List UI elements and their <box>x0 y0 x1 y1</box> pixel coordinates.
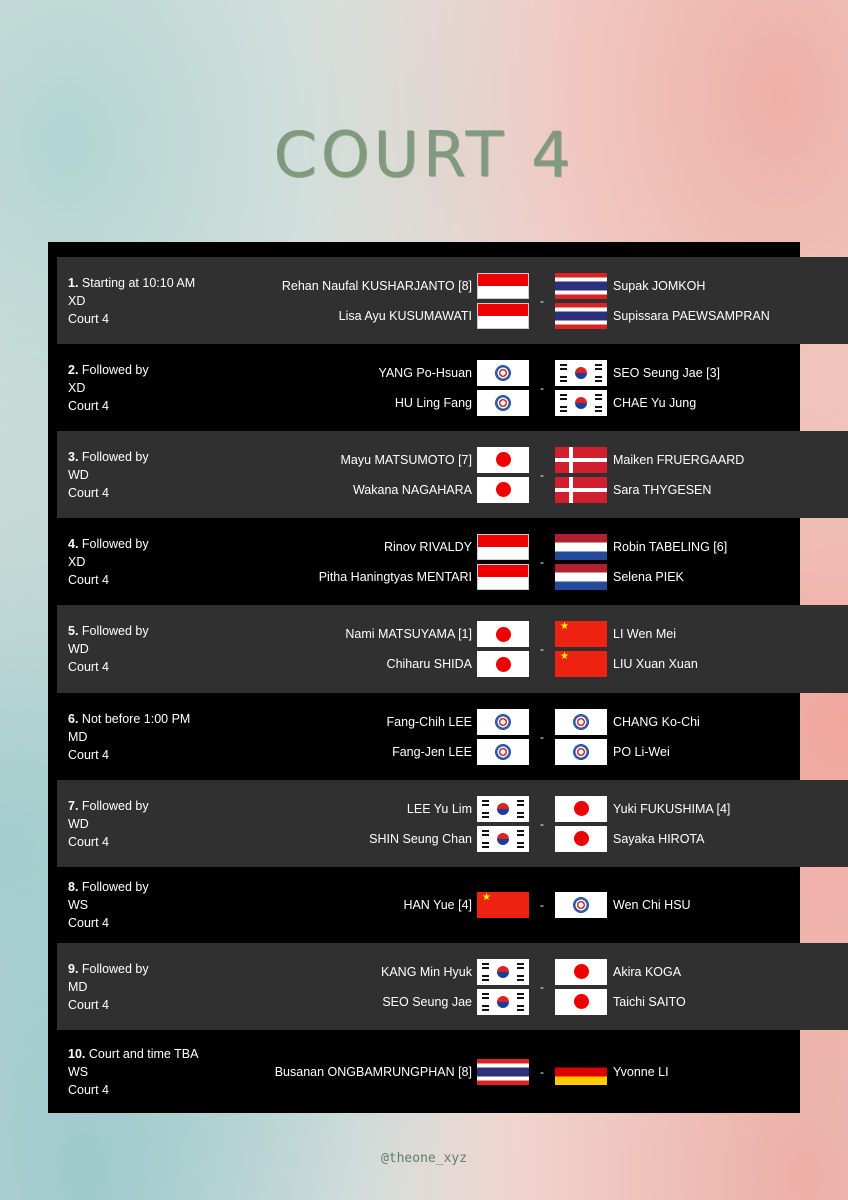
player-left[interactable] <box>267 894 529 916</box>
team-right <box>555 431 795 518</box>
team-right <box>555 780 795 867</box>
match-status <box>68 622 258 640</box>
den-flag-icon <box>555 447 607 473</box>
tha-flag-icon <box>477 1059 529 1085</box>
team-right <box>555 867 795 943</box>
match-row[interactable] <box>57 693 848 780</box>
match-row[interactable] <box>57 431 848 518</box>
player-left[interactable] <box>267 798 529 820</box>
player-left[interactable] <box>267 392 529 414</box>
player-name: Selena PIEK <box>613 569 684 584</box>
player-name: SEO Seung Jae [3] <box>613 365 721 380</box>
player-right[interactable] <box>555 894 795 916</box>
match-info <box>68 518 258 605</box>
chn-flag-icon <box>555 651 607 677</box>
match-status <box>68 274 258 292</box>
team-right <box>555 943 795 1030</box>
match-event: WS <box>68 1064 89 1079</box>
player-name: Fang-Jen LEE <box>392 744 472 759</box>
match-status-text: Followed by <box>81 624 149 638</box>
team-left <box>267 867 529 943</box>
player-left[interactable] <box>267 623 529 645</box>
match-info <box>68 943 258 1030</box>
jpn-flag-icon <box>477 477 529 503</box>
match-status-text: Followed by <box>81 961 149 976</box>
match-court: Court 4 <box>68 997 109 1012</box>
team-right <box>555 1030 795 1113</box>
kor-flag-icon <box>477 959 529 985</box>
player-left[interactable] <box>267 1061 529 1083</box>
match-court: Court 4 <box>68 398 109 413</box>
match-info <box>68 257 258 344</box>
match-court: Court 4 <box>68 747 109 762</box>
match-status-text: Followed by <box>81 536 149 551</box>
player-left[interactable] <box>267 828 529 850</box>
match-row[interactable] <box>57 605 848 693</box>
match-info <box>68 605 258 693</box>
player-right[interactable] <box>555 479 795 501</box>
player-name: Yvonne LI <box>613 1064 669 1079</box>
match-event: XD <box>68 380 86 395</box>
versus-separator: - <box>540 554 544 569</box>
versus-separator: - <box>540 898 544 912</box>
team-right <box>555 693 795 780</box>
ina-flag-icon <box>477 534 529 560</box>
match-court: Court 4 <box>68 572 109 587</box>
player-left[interactable] <box>267 362 529 384</box>
match-status <box>68 361 258 379</box>
match-status <box>68 878 258 896</box>
tpe-flag-icon <box>555 709 607 735</box>
match-event: XD <box>68 554 86 569</box>
team-left <box>267 344 529 431</box>
player-right[interactable] <box>555 653 795 675</box>
player-name: Busanan ONGBAMRUNGPHAN [8] <box>274 1064 472 1079</box>
player-left[interactable] <box>267 961 529 983</box>
player-right[interactable] <box>555 798 795 820</box>
match-row[interactable] <box>57 867 848 943</box>
player-right[interactable] <box>555 828 795 850</box>
match-row[interactable] <box>57 344 848 431</box>
player-name: Yuki FUKUSHIMA [4] <box>613 801 731 816</box>
player-name: KANG Min Hyuk <box>381 964 472 979</box>
match-info <box>68 780 258 867</box>
match-info <box>68 693 258 780</box>
schedule-panel <box>48 242 800 1113</box>
team-left <box>267 431 529 518</box>
tpe-flag-icon <box>555 892 607 918</box>
tpe-flag-icon <box>477 739 529 765</box>
match-row[interactable] <box>57 257 848 344</box>
match-info <box>68 344 258 431</box>
team-right <box>555 605 795 693</box>
match-status <box>68 710 258 728</box>
kor-flag-icon <box>555 390 607 416</box>
match-event: MD <box>68 979 88 994</box>
player-right[interactable] <box>555 449 795 471</box>
player-name: Taichi SAITO <box>613 994 686 1009</box>
jpn-flag-icon <box>477 621 529 647</box>
match-number: 9. <box>68 961 79 976</box>
match-event: MD <box>68 729 88 744</box>
jpn-flag-icon <box>555 989 607 1015</box>
team-right <box>555 344 795 431</box>
match-number: 7. <box>68 798 79 813</box>
player-right[interactable] <box>555 536 795 558</box>
team-left <box>267 780 529 867</box>
kor-flag-icon <box>477 796 529 822</box>
tpe-flag-icon <box>477 360 529 386</box>
ned-flag-icon <box>555 564 607 590</box>
match-number: 5. <box>68 624 79 638</box>
player-name: LEE Yu Lim <box>406 801 472 816</box>
versus-separator: - <box>540 467 544 482</box>
match-status <box>68 960 258 978</box>
match-event: XD <box>68 293 86 308</box>
match-number: 4. <box>68 536 79 551</box>
match-status-text: Followed by <box>81 880 149 894</box>
page-title: COURT 4 <box>273 118 575 191</box>
player-left[interactable] <box>267 449 529 471</box>
ina-flag-icon <box>477 273 529 299</box>
team-right <box>555 257 795 344</box>
player-left[interactable] <box>267 991 529 1013</box>
versus-separator: - <box>540 729 544 744</box>
match-court: Court 4 <box>68 834 109 849</box>
match-status-text: Court and time TBA <box>88 1046 199 1061</box>
match-number: 1. <box>68 275 79 290</box>
kor-flag-icon <box>477 826 529 852</box>
match-info <box>68 867 258 943</box>
match-row[interactable] <box>57 780 848 867</box>
player-name: LIU Xuan Xuan <box>613 657 698 671</box>
player-left[interactable] <box>267 536 529 558</box>
player-left[interactable] <box>267 275 529 297</box>
tha-flag-icon <box>555 273 607 299</box>
player-left[interactable] <box>267 305 529 327</box>
match-court: Court 4 <box>68 660 109 674</box>
match-row[interactable] <box>57 943 848 1030</box>
match-info <box>68 431 258 518</box>
player-right[interactable] <box>555 362 795 384</box>
den-flag-icon <box>555 477 607 503</box>
match-court: Court 4 <box>68 485 109 500</box>
versus-separator: - <box>540 1064 544 1079</box>
player-name: Maiken FRUERGAARD <box>613 452 745 467</box>
match-status-text: Followed by <box>81 449 149 464</box>
player-name: Pitha Haningtyas MENTARI <box>318 569 472 584</box>
player-name: Sayaka HIROTA <box>613 831 705 846</box>
player-name: Wakana NAGAHARA <box>352 482 472 497</box>
player-name: CHAE Yu Jung <box>613 395 697 410</box>
team-left <box>267 518 529 605</box>
tha-flag-icon <box>555 303 607 329</box>
match-row[interactable] <box>57 518 848 605</box>
ina-flag-icon <box>477 564 529 590</box>
watermark-handle: @theone_xyz <box>380 1151 468 1166</box>
player-right[interactable] <box>555 392 795 414</box>
match-status-text: Followed by <box>81 362 149 377</box>
match-number: 10. <box>68 1046 86 1061</box>
player-name: Mayu MATSUMOTO [7] <box>340 452 472 467</box>
ger-flag-icon <box>555 1059 607 1085</box>
match-info <box>68 1030 258 1113</box>
match-status-text: Starting at 10:10 AM <box>81 275 196 290</box>
player-name: CHANG Ko-Chi <box>613 714 700 729</box>
jpn-flag-icon <box>477 447 529 473</box>
player-right[interactable] <box>555 961 795 983</box>
player-name: Nami MATSUYAMA [1] <box>345 627 472 641</box>
match-event: WD <box>68 467 89 482</box>
match-status <box>68 1045 258 1063</box>
player-name: Rinov RIVALDY <box>384 539 472 554</box>
team-left <box>267 605 529 693</box>
tpe-flag-icon <box>477 390 529 416</box>
team-left <box>267 257 529 344</box>
ned-flag-icon <box>555 534 607 560</box>
chn-flag-icon <box>477 892 529 918</box>
match-number: 2. <box>68 362 79 377</box>
match-court: Court 4 <box>68 311 109 326</box>
player-name: HU Ling Fang <box>394 395 472 410</box>
player-name: PO Li-Wei <box>613 744 670 759</box>
match-event: WD <box>68 816 89 831</box>
player-name: SHIN Seung Chan <box>369 831 472 846</box>
player-right[interactable] <box>555 1061 795 1083</box>
player-name: Rehan Naufal KUSHARJANTO [8] <box>281 278 472 293</box>
player-right[interactable] <box>555 623 795 645</box>
match-number: 3. <box>68 449 79 464</box>
jpn-flag-icon <box>477 651 529 677</box>
player-right[interactable] <box>555 711 795 733</box>
jpn-flag-icon <box>555 826 607 852</box>
match-row[interactable] <box>57 1030 848 1113</box>
tpe-flag-icon <box>555 739 607 765</box>
player-left[interactable] <box>267 566 529 588</box>
player-name: Robin TABELING [6] <box>613 539 728 554</box>
player-name: Fang-Chih LEE <box>386 714 472 729</box>
player-right[interactable] <box>555 741 795 763</box>
match-status-text: Not before 1:00 PM <box>81 711 191 726</box>
versus-separator: - <box>540 642 544 656</box>
player-name: Supissara PAEWSAMPRAN <box>613 308 770 323</box>
jpn-flag-icon <box>555 796 607 822</box>
player-name: Chiharu SHIDA <box>386 657 472 671</box>
player-right[interactable] <box>555 991 795 1013</box>
player-left[interactable] <box>267 653 529 675</box>
player-name: YANG Po-Hsuan <box>378 365 472 380</box>
versus-separator: - <box>540 816 544 831</box>
player-name: Lisa Ayu KUSUMAWATI <box>338 308 472 323</box>
match-court: Court 4 <box>68 916 109 930</box>
jpn-flag-icon <box>555 959 607 985</box>
player-name: Sara THYGESEN <box>613 482 712 497</box>
match-event: WD <box>68 642 89 656</box>
player-left[interactable] <box>267 479 529 501</box>
match-status <box>68 797 258 815</box>
player-name: Akira KOGA <box>613 964 682 979</box>
player-name: SEO Seung Jae <box>382 994 472 1009</box>
player-name: HAN Yue [4] <box>403 898 472 912</box>
player-left[interactable] <box>267 711 529 733</box>
match-status <box>68 535 258 553</box>
match-status-text: Followed by <box>81 798 149 813</box>
player-right[interactable] <box>555 566 795 588</box>
chn-flag-icon <box>555 621 607 647</box>
player-name: Supak JOMKOH <box>613 278 706 293</box>
versus-separator: - <box>540 293 544 308</box>
match-number: 6. <box>68 711 79 726</box>
match-status <box>68 448 258 466</box>
tpe-flag-icon <box>477 709 529 735</box>
match-court: Court 4 <box>68 1082 109 1097</box>
team-left <box>267 943 529 1030</box>
match-event: WS <box>68 898 89 912</box>
player-name: Wen Chi HSU <box>613 898 691 912</box>
player-right[interactable] <box>555 275 795 297</box>
kor-flag-icon <box>477 989 529 1015</box>
team-left <box>267 693 529 780</box>
team-right <box>555 518 795 605</box>
player-right[interactable] <box>555 305 795 327</box>
player-name: LI Wen Mei <box>613 627 676 641</box>
team-left <box>267 1030 529 1113</box>
versus-separator: - <box>540 979 544 994</box>
player-left[interactable] <box>267 741 529 763</box>
match-number: 8. <box>68 880 79 894</box>
ina-flag-icon <box>477 303 529 329</box>
versus-separator: - <box>540 380 544 395</box>
kor-flag-icon <box>555 360 607 386</box>
